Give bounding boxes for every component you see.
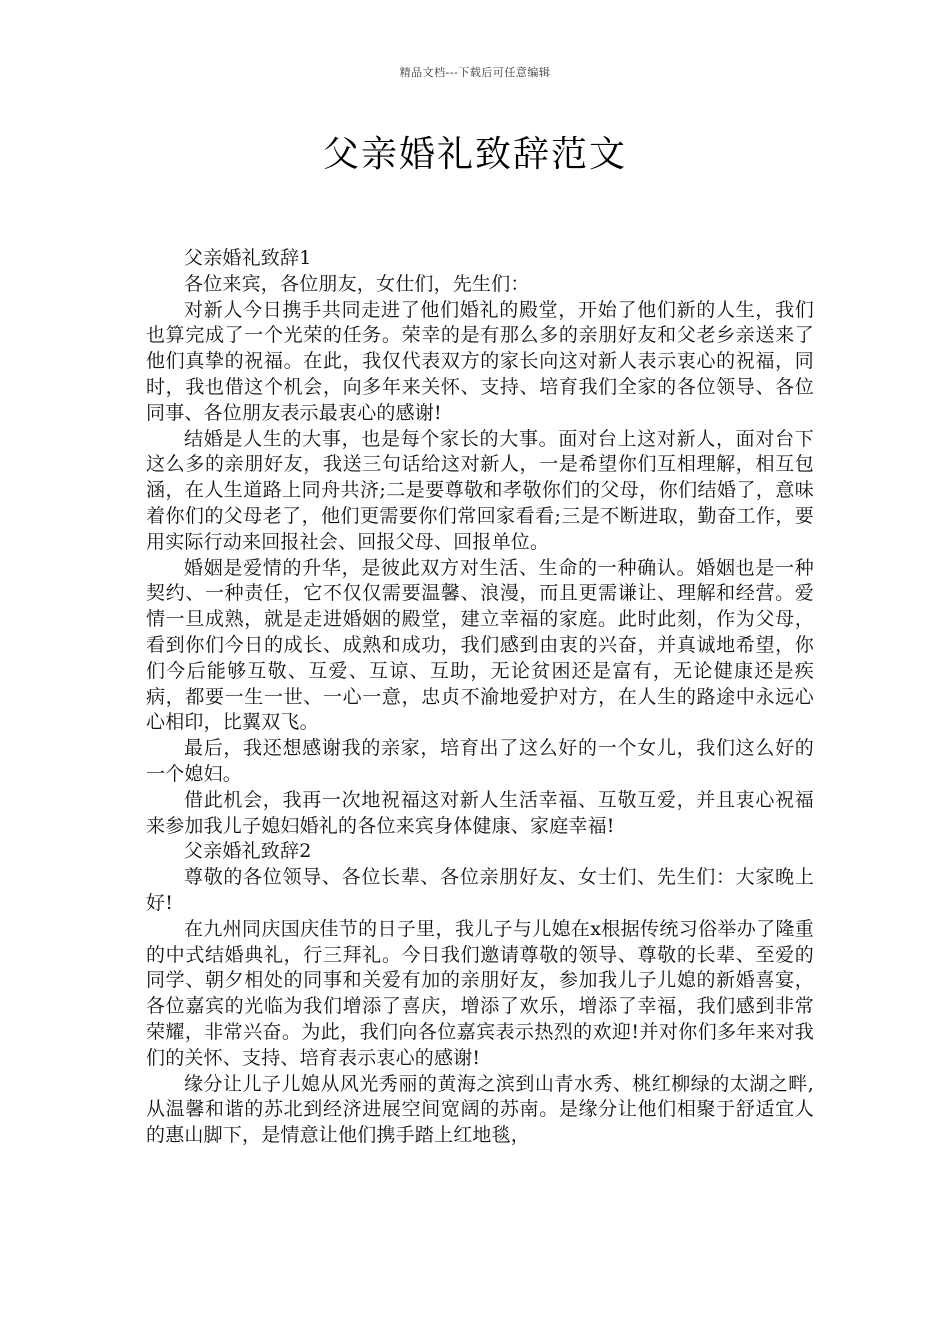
section-heading-2: 父亲婚礼致辞2 xyxy=(184,840,312,863)
paragraph: 缘分让儿子儿媳从风光秀丽的黄海之滨到山青水秀、桃红柳绿的太湖之畔,从温馨和谐的苏北到经济进展空间宽阔的苏南。是缘分让他们相聚于舒适宜人的惠山脚下，是情意让他们携手踏上红地毯， xyxy=(146,1072,814,1147)
paragraph: 对新人今日携手共同走进了他们婚礼的殿堂，开始了他们新的人生，我们也算完成了一个光荣的任务。荣幸的是有那么多的亲朋好友和父老乡亲送来了他们真挚的祝福。在此，我仅代表双方的家长向这对新人表示衷心的祝福，同时，我也借这个机会，向多年来关怀、支持、培育我们全家的各位领导、各位同事、各位朋友表示最衷心的感谢! xyxy=(146,298,814,424)
paragraph: 在九州同庆国庆佳节的日子里，我儿子与儿媳在x根据传统习俗举办了隆重的中式结婚典礼，行三拜礼。今日我们邀请尊敬的领导、尊敬的长辈、至爱的同学、朝夕相处的同事和关爱有加的亲朋好友，参加我儿子儿媳的新婚喜宴，各位嘉宾的光临为我们增添了喜庆，增添了欢乐，增添了幸福，我们感到非常荣耀，非常兴奋。为此，我们向各位嘉宾表示热烈的欢迎!并对你们多年来对我们的关怀、支持、培育表示衷心的感谢! xyxy=(146,917,814,1069)
section-heading-1: 父亲婚礼致辞1 xyxy=(184,247,312,269)
salutation-1: 各位来宾，各位朋友，女仕们，先生们： xyxy=(184,272,530,295)
salutation-2: 尊敬的各位领导、各位长辈、各位亲朋好友、女士们、先生们：大家晚上好! xyxy=(146,866,814,914)
paragraph: 借此机会，我再一次地祝福这对新人生活幸福、互敬互爱，并且衷心祝福来参加我儿子媳妇婚礼的各位来宾身体健康、家庭幸福! xyxy=(146,788,814,837)
header-note: 精品文档---下载后可任意编辑 xyxy=(399,66,551,79)
paragraph: 婚姻是爱情的升华，是彼此双方对生活、生命的一种确认。婚姻也是一种契约、一种责任，它不仅仅需要温馨、浪漫，而且更需谦让、理解和经营。爱情一旦成熟，就是走进婚姻的殿堂，建立幸福的家庭。此时此刻，作为父母，看到你们今日的成长、成熟和成功，我们感到由衷的兴奋，并真诚地希望，你们今后能够互敬、互爱、互谅、互助，无论贫困还是富有，无论健康还是疾病，都要一生一世、一心一意，忠贞不渝地爱护对方，在人生的路途中永远心心相印，比翼双飞。 xyxy=(146,556,814,734)
paragraph: 结婚是人生的大事，也是每个家长的大事。面对台上这对新人，面对台下这么多的亲朋好友，我送三句话给这对新人，一是希望你们互相理解，相互包涵，在人生道路上同舟共济;二是要尊敬和孝敬你们的父母，你们结婚了，意味着你们的父母老了，他们更需要你们常回家看看;三是不断进取，勤奋工作，要用实际行动来回报社会、回报父母、回报单位。 xyxy=(146,427,814,553)
paragraph: 最后，我还想感谢我的亲家，培育出了这么好的一个女儿，我们这么好的一个媳妇。 xyxy=(146,737,814,785)
document-body xyxy=(146,246,814,1149)
document-title: 父亲婚礼致辞范文 xyxy=(322,134,627,175)
